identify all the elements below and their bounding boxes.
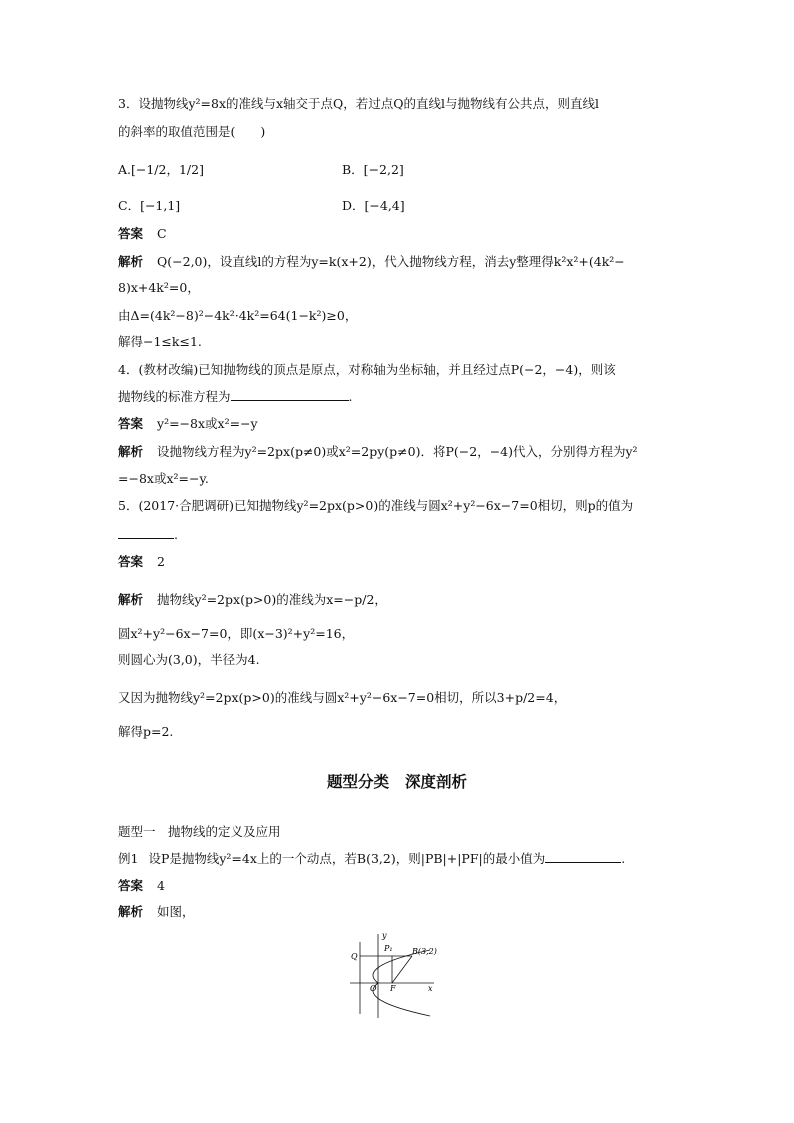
q3-solution-line2: 8)x+4k²=0， bbox=[118, 280, 200, 295]
section-title-b: 深度剖析 bbox=[405, 773, 468, 791]
q5-solution-line5: 解得p=2. bbox=[118, 724, 174, 739]
answer-label: 答案 bbox=[118, 878, 144, 893]
q3-option-c: C．[−1,1] bbox=[118, 198, 181, 213]
q3-solution-line4: 解得−1≤k≤1. bbox=[118, 334, 202, 349]
label-f: F bbox=[390, 984, 396, 993]
q4-stem-text: 抛物线的标准方程为 bbox=[118, 389, 231, 404]
solution-text: 如图， bbox=[157, 904, 195, 919]
label-o: O bbox=[370, 984, 377, 993]
analysis-label: 解析 bbox=[118, 904, 144, 919]
answer-value: y²=−8x或x²=−y bbox=[157, 416, 258, 431]
q3-stem-line2: 的斜率的取值范围是( ) bbox=[118, 124, 266, 139]
q5-answer bbox=[118, 554, 165, 570]
analysis-label: 解析 bbox=[118, 254, 144, 269]
solution-text: Q(−2,0)，设直线l的方程为y=k(x+2)，代入抛物线方程，消去y整理得k²x²+(4k²− bbox=[157, 254, 625, 269]
type1-answer bbox=[118, 878, 165, 894]
example1 bbox=[118, 850, 625, 867]
answer-label: 答案 bbox=[118, 226, 144, 241]
q3-solution-line1 bbox=[118, 254, 625, 270]
q4-solution-line1 bbox=[118, 444, 638, 460]
q3-option-a: A.[−1/2，1/2] bbox=[118, 162, 204, 177]
answer-blank bbox=[118, 526, 174, 539]
q3-option-d: D．[−4,4] bbox=[342, 198, 405, 213]
example-period: . bbox=[621, 851, 626, 866]
answer-value: 2 bbox=[157, 554, 165, 569]
q5-solution-line3: 则圆心为(3,0)，半径为4. bbox=[118, 652, 260, 667]
parabola-figure bbox=[348, 930, 448, 1020]
q5-solution-line4: 又因为抛物线y²=2px(p>0)的准线与圆x²+y²−6x−7=0相切，所以3+p/2=4， bbox=[118, 690, 567, 705]
label-b: B(3,2) bbox=[412, 947, 437, 956]
label-q: Q bbox=[351, 952, 358, 961]
answer-blank bbox=[545, 850, 621, 863]
analysis-label: 解析 bbox=[118, 592, 144, 607]
q3-option-b: B．[−2,2] bbox=[342, 162, 404, 177]
example-text: 设P是抛物线y²=4x上的一个动点，若B(3,2)，则|PB|+|PF|的最小值为 bbox=[148, 851, 546, 866]
q3-solution-line3: 由Δ=(4k²−8)²−4k²·4k²=64(1−k²)≥0， bbox=[118, 308, 358, 323]
section-title-a: 题型分类 bbox=[326, 773, 389, 791]
q3-answer bbox=[118, 226, 167, 242]
label-p1: P₁ bbox=[384, 944, 393, 953]
q5-stem-line2 bbox=[118, 526, 178, 543]
q5-stem-line1: 5．(2017·合肥调研)已知抛物线y²=2px(p>0)的准线与圆x²+y²−6x−7=0相切，则p的值为 bbox=[118, 498, 634, 513]
answer-value: 4 bbox=[157, 878, 165, 893]
q4-stem-line1: 4．(教材改编)已知抛物线的顶点是原点，对称轴为坐标轴，并且经过点P(−2，−4)，则该 bbox=[118, 362, 616, 377]
q5-stem-period: . bbox=[174, 527, 178, 542]
type1-solution bbox=[118, 904, 195, 920]
q3-stem-line1: 3．设抛物线y²=8x的准线与x轴交于点Q，若过点Q的直线l与抛物线有公共点，则直线l bbox=[118, 96, 600, 111]
solution-text: 设抛物线方程为y²=2px(p≠0)或x²=2py(p≠0)．将P(−2，−4)代入，分别得方程为y² bbox=[157, 444, 638, 459]
example-label: 例1 bbox=[118, 851, 139, 866]
answer-blank bbox=[231, 388, 349, 401]
type1-heading: 题型一 抛物线的定义及应用 bbox=[118, 824, 281, 839]
q4-solution-line2: =−8x或x²=−y. bbox=[118, 471, 209, 486]
q4-stem-line2 bbox=[118, 388, 353, 405]
q4-stem-period: . bbox=[348, 389, 353, 404]
answer-label: 答案 bbox=[118, 416, 144, 431]
solution-text: 抛物线y²=2px(p>0)的准线为x=−p/2， bbox=[157, 592, 387, 607]
answer-value: C bbox=[157, 226, 167, 241]
label-y: y bbox=[382, 931, 387, 940]
q5-solution-line1 bbox=[118, 592, 387, 608]
q4-answer bbox=[118, 416, 258, 432]
q5-solution-line2: 圆x²+y²−6x−7=0，即(x−3)²+y²=16， bbox=[118, 626, 355, 641]
segment-b-f bbox=[392, 956, 412, 983]
answer-label: 答案 bbox=[118, 554, 144, 569]
analysis-label: 解析 bbox=[118, 444, 144, 459]
label-x: x bbox=[428, 984, 433, 993]
section-title bbox=[0, 770, 794, 792]
